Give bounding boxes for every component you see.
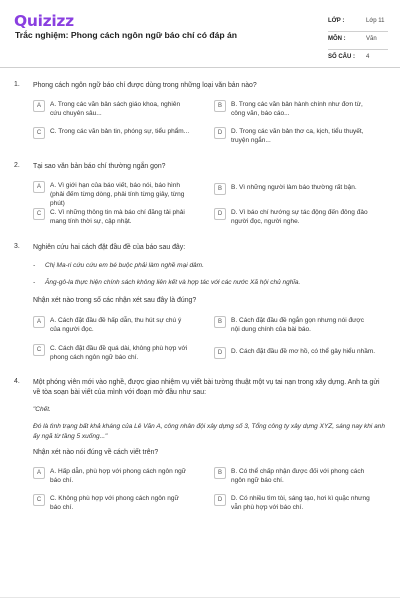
- article-quote-opening: "Chết.: [33, 406, 51, 413]
- option-letter-box[interactable]: C: [33, 127, 45, 139]
- headline-example-1: [33, 262, 204, 269]
- option-letter-box[interactable]: A: [33, 316, 45, 328]
- meta-row-question-count: [328, 50, 388, 67]
- option-text: D. Vì báo chí hướng sự tác động đến đông đảo người đọc, người nghe.: [231, 209, 368, 225]
- meta-label: LỚP :: [328, 18, 345, 24]
- question-3-prompt: Nhận xét nào trong số các nhận xét sau đây là đúng?: [33, 297, 197, 304]
- bullet-dash: -: [33, 262, 36, 269]
- meta-label: MÔN :: [328, 36, 346, 42]
- option-text: A. Trong các văn bản sách giáo khoa, nghiên cứu chuyên sâu...: [50, 101, 181, 117]
- option-text: D. Có nhiều tìm tòi, sáng tạo, hơi kì quặc nhưng vẫn phù hợp với báo chí.: [231, 495, 370, 511]
- headline-example-2: [33, 279, 300, 286]
- option-letter-box[interactable]: C: [33, 208, 45, 220]
- option-letter-box[interactable]: C: [33, 344, 45, 356]
- option-letter-box[interactable]: D: [214, 494, 226, 506]
- question-text: Tại sao văn bản báo chí thường ngắn gọn?: [33, 163, 166, 170]
- headline-example-text: Chị Ma-ri cứu cứu em bé buộc phải làm nghề mại dâm.: [45, 262, 204, 269]
- meta-value: Văn: [366, 36, 377, 42]
- question-text: Một phóng viên mới vào nghề, được giao nhiệm vụ viết bài tường thuật một vụ tai nạn trong xây dựng. Anh ta gửi về tòa soạn bài viết của mình với đoạn mở đầu như sau:: [33, 379, 380, 396]
- article-quote-body: Đó là tình trạng bất khả kháng của Lê Văn A, công nhân đội xây dựng số 3, Tổng công ty xây dựng XYZ, sáng nay khi anh ấy ngã từ tầng 5 xuống...": [33, 423, 386, 440]
- option-letter-box[interactable]: B: [214, 316, 226, 328]
- option-letter-box[interactable]: B: [214, 183, 226, 195]
- option-letter-box[interactable]: B: [214, 467, 226, 479]
- meta-value: Lớp 11: [366, 18, 385, 24]
- question-number: 2.: [14, 162, 20, 169]
- worksheet-header: [0, 0, 400, 63]
- option-text: B. Cách đặt đầu đề ngắn gọn nhưng nói được nội dung chính của bài báo.: [231, 317, 364, 333]
- option-text: A. Hấp dẫn, phù hợp với phong cách ngôn ngữ báo chí.: [50, 468, 187, 484]
- option-letter-box[interactable]: D: [214, 127, 226, 139]
- option-text: D. Trong các văn bản thơ ca, kịch, tiểu thuyết, truyện ngắn...: [231, 128, 364, 144]
- option-text: A. Cách đặt đầu đề hấp dẫn, thu hút sự chú ý của người đọc.: [50, 317, 182, 333]
- option-letter-box[interactable]: D: [214, 347, 226, 359]
- meta-row-subject: [328, 32, 388, 50]
- question-text: Phong cách ngôn ngữ báo chí được dùng trong những loại văn bản nào?: [33, 82, 257, 89]
- option-letter-box[interactable]: C: [33, 494, 45, 506]
- worksheet-title: Trắc nghiệm: Phong cách ngôn ngữ báo chí có đáp án: [15, 30, 238, 40]
- question-text: Nghiên cứu hai cách đặt đầu đề của báo sau đây:: [33, 244, 186, 251]
- meta-label: SỐ CÂU :: [328, 54, 355, 60]
- option-letter-box[interactable]: A: [33, 467, 45, 479]
- question-number: 3.: [14, 243, 20, 250]
- meta-row-grade: [328, 14, 388, 32]
- worksheet-meta: [328, 14, 388, 67]
- option-text: B. Vì những người làm báo thường rất bận.: [231, 184, 357, 191]
- option-letter-box[interactable]: A: [33, 181, 45, 193]
- option-text: C. Cách đặt đầu đề quá dài, không phù hợp với phong cách ngôn ngữ báo chí.: [50, 345, 188, 361]
- option-text: C. Không phù hợp với phong cách ngôn ngữ báo chí.: [50, 495, 179, 511]
- option-text: D. Cách đặt đầu đề mơ hồ, có thể gây hiểu nhầm.: [231, 348, 376, 355]
- option-letter-box[interactable]: D: [214, 208, 226, 220]
- option-text: A. Vì giới hạn của báo viết, báo nói, báo hình (phải đếm từng dòng, phải tính từng giây, từng phút): [50, 182, 185, 207]
- option-text: B. Trong các văn bản hành chính như đơn từ, công văn, báo cáo...: [231, 101, 363, 117]
- question-number: 4.: [14, 378, 20, 385]
- meta-value: 4: [366, 54, 370, 60]
- headline-example-text: Ăng-gô-la thực hiện chính sách không liên kết và hợp tác với các nước Xã hội chủ nghĩa.: [45, 279, 301, 286]
- option-text: B. Có thể chấp nhận được đối với phong cách ngôn ngữ báo chí.: [231, 468, 365, 484]
- option-letter-box[interactable]: B: [214, 100, 226, 112]
- bullet-dash: -: [33, 279, 36, 286]
- question-4-prompt: Nhận xét nào nói đúng về cách viết trên?: [33, 449, 159, 456]
- option-letter-box[interactable]: A: [33, 100, 45, 112]
- quizizz-logo: Quizizz: [14, 12, 74, 30]
- option-text: C. Trong các văn bản tin, phóng sự, tiểu phẩm...: [50, 128, 190, 135]
- header-divider: [0, 67, 400, 68]
- option-text: C. Vì những thông tin mà báo chí đăng tải phải mang tính thời sự, cập nhật.: [50, 209, 185, 225]
- page-bottom-edge: [0, 597, 400, 598]
- question-number: 1.: [14, 81, 20, 88]
